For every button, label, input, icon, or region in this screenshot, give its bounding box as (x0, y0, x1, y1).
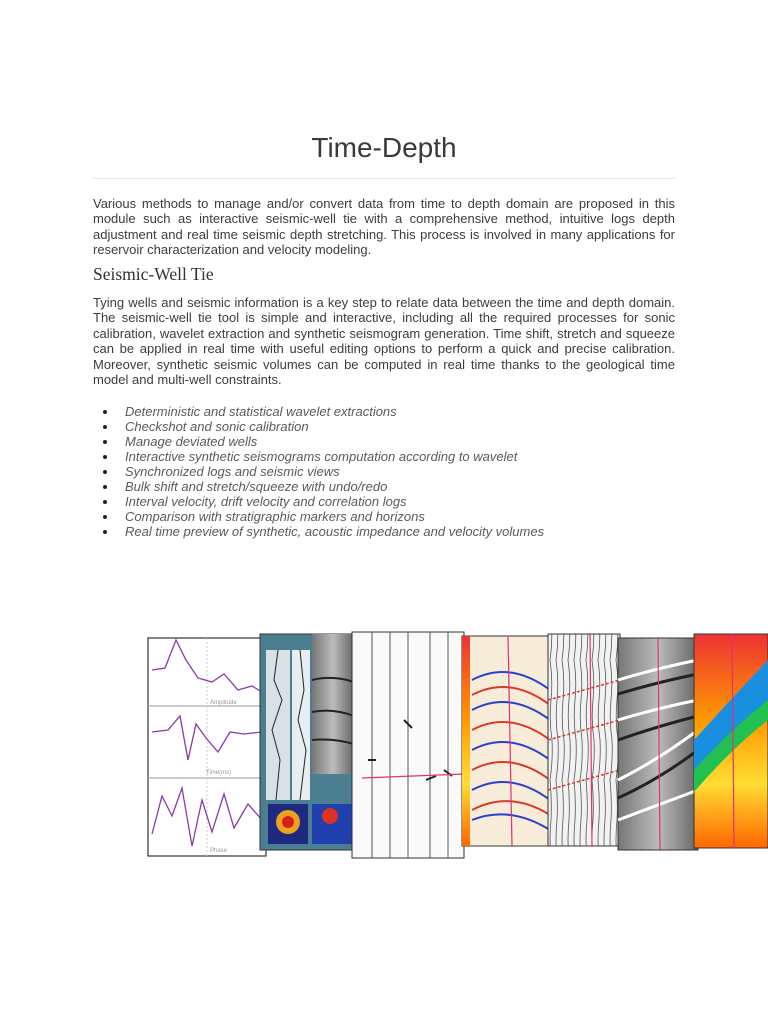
velocity-volume-panel (694, 634, 768, 848)
list-item: Real time preview of synthetic, acoustic impedance and velocity volumes (93, 524, 544, 539)
grayscale-seismic-panel (618, 638, 698, 850)
section-body: Tying wells and seismic information is a key step to relate data between the time and depth domain. The seismic-well tie tool is simple and interactive, including all the required processes for sonic calibration, wavelet extraction and synthetic seismogram generation. Time shift, stretch and squeeze can be applied in real time with useful editing options to perform a quick and precise calibration. Moreover, synthetic seismic volumes can be computed in real time thanks to the geological time model and multi-well constraints. (93, 295, 675, 388)
list-item: Interval velocity, drift velocity and correlation logs (93, 494, 544, 509)
wavelet-panel (148, 638, 266, 856)
list-item: Comparison with stratigraphic markers and horizons (93, 509, 544, 524)
list-item: Manage deviated wells (93, 434, 544, 449)
panel-label: Amplitude (210, 700, 237, 706)
list-item: Bulk shift and stretch/squeeze with undo/redo (93, 479, 544, 494)
wiggle-seismic-panel (548, 634, 620, 846)
panel-label: Phase (210, 848, 228, 854)
logs-panel (260, 634, 354, 850)
title-divider (93, 178, 675, 179)
panel-label: Time(ms) (206, 770, 232, 776)
list-item: Synchronized logs and seismic views (93, 464, 544, 479)
list-item: Deterministic and statistical wavelet extractions (93, 404, 544, 419)
section-heading: Seismic-Well Tie (93, 264, 214, 284)
intro-paragraph: Various methods to manage and/or convert data from time to depth domain are proposed in this module such as interactive seismic-well tie with a comprehensive method, intuitive logs depth adjustment and real time seismic depth stretching. This process is involved in many applications for reservoir characterization and velocity modeling. (93, 196, 675, 258)
list-item: Interactive synthetic seismograms computation according to wavelet (93, 449, 544, 464)
seismic-well-tie-figure (140, 620, 768, 860)
feature-list (93, 404, 544, 539)
color-seismic-panel (462, 636, 550, 846)
traces-panel (352, 632, 464, 858)
list-item: Checkshot and sonic calibration (93, 419, 544, 434)
page-title: Time-Depth (311, 132, 457, 163)
